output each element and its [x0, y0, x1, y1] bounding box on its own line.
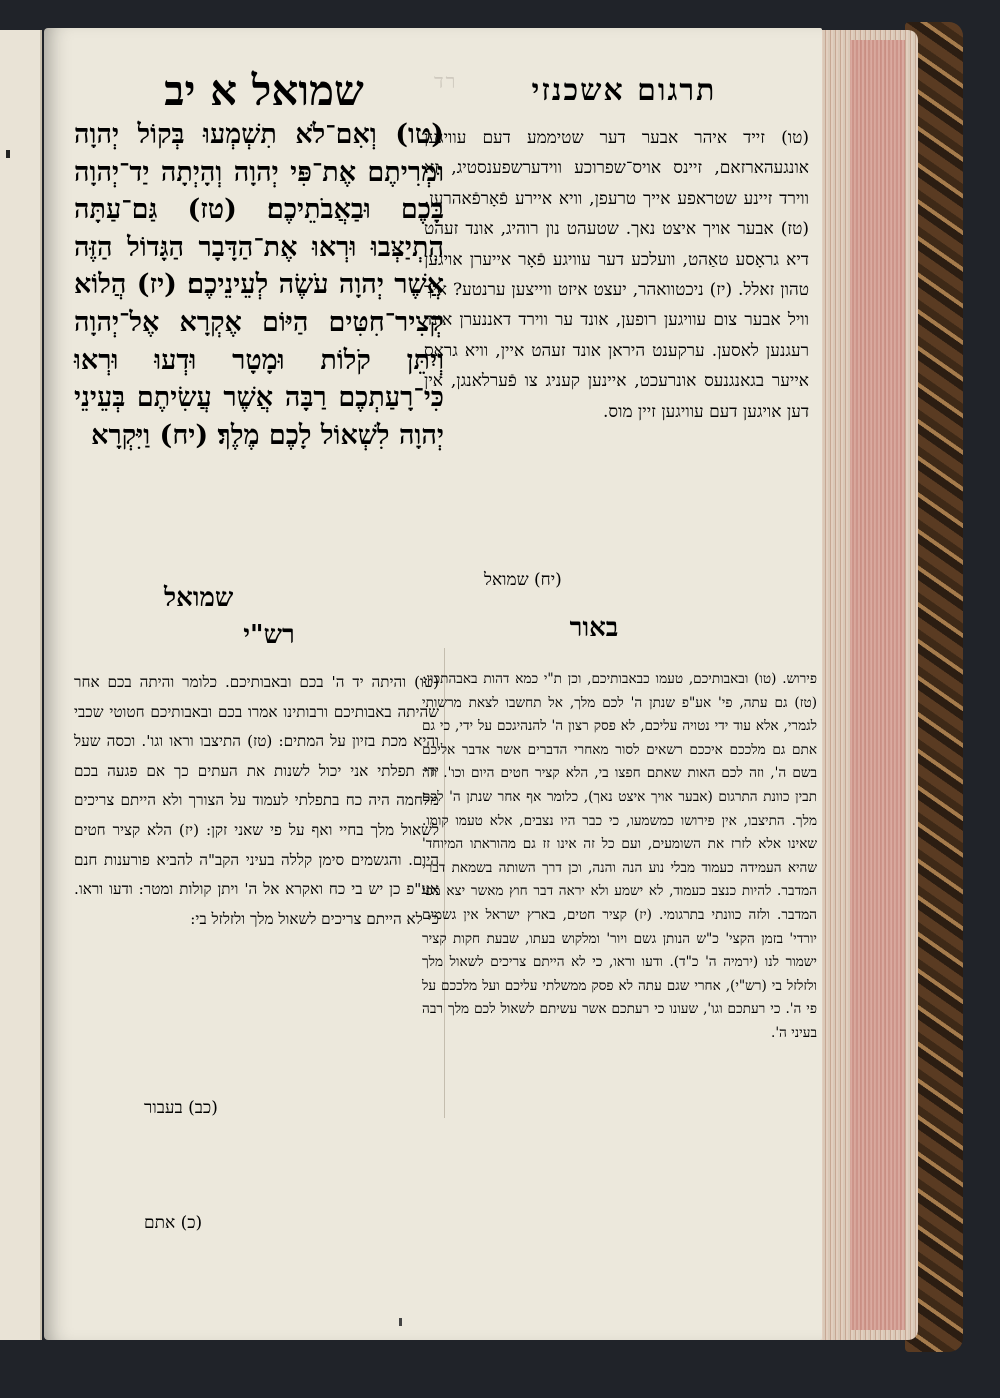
rashi-heading: רש"י	[243, 620, 295, 650]
header-bleedthrough: רד	[434, 69, 458, 93]
page-smudge-mark	[399, 1318, 402, 1326]
rashi-commentary: (טו) והיתה יד ה' בכם ובאבותיכם. כלומר והיתה בכם אחר שהיתה באבותיכם ורבותינו אמרו בכם ובאבותיכם חטוטי שכבי והיא מכת בזיון על המתים: (טז) התיצבו וראו וגו'. וכסה שעל ידי תפלתי אני יכול לשנות את העתים כך אם פגעה בכם מלחמה היה כח בתפלתי לעמוד על הצורך ולא הייתם צריכים לשאול מלך בחיי ואף על פי שאני זקן: (יז) הלא קציר חטים היום. והגשמים סימן קללה בעיני הקב"ה להביא פורענות חנם אע"פ כן יש בי כח ואקרא אל ה' ויתן קולות ומטר: ודעו וראו. כי לא הייתם צריכים לשאול מלך ולזלזל בי:	[74, 673, 439, 928]
beur-catchword: (כ) אתם	[144, 1213, 203, 1233]
book-page	[44, 28, 822, 1340]
facing-page-edge	[0, 30, 42, 1340]
facing-page-mark	[6, 150, 10, 158]
beur-commentary: פירוש. (טו) ובאבותיכם, טעמו כבאבותיכם, וכן ת"י כמא דהות באבהתכון: (טז) גם עתה, פי' אע"פ שנתן ה' לכם מלך, אל תחשבו לצאת מרשותי לגמרי, אלא עוד ידי נטויה עליכם, לא פסק רצון ה' להנהיגכם על ידי, כי גם אתם גם מלככם איככם רשאים לסור מאחרי הדברים אשר אדבר אליכם בשם ה', וזה לכם האות שאתם חפצו בי, הלא קציר חטים היום וכו'. וזה תבין כוונת התרגום (אבער אויך איצט נאך), כלומר אף אחר שנתן ה' לכם מלך. התיצבו, אין פירושו כמשמעו, כי כבר היו נצבים, אלא טעמו קומו. שאינו אלא לזרז את השומעים, ועם כל זה אינו זז גם מהוראתו המיוחד' שהיא העמידה כעמוד מבלי נוע הנה והנה, וכן דרך השותה בשמאת דברי המדבר. להיות כנצב כעמוד, לא ישמע ולא יראה דבר חוץ מאשר יצא מפי המדבר. ולזה כוונתי בתרגומי. (יז) קציר חטים, בארץ ישראל אין גשמים יורדי' בזמן הקצי' כ"ש הנותן גשם ויור' ומלקוש בעתו, שבעת חקות קציר ישמור לנו (ירמיה ה' כ"ד). ודעו וראו, כי לא הייתם צריכים לשאול מלך ולזלזל בי (רש"י), אחרי שגם עתה לא פסק ממשלתי עליכם ועל מלככם על פי ה'. כי רעתכם וגו', שעונו כי רעתכם אשר עשיתם לשאול לכם מלך רבה בעיני ה'.	[422, 671, 817, 1041]
bible-text-block: (טו) וְאִם־לֹא תִשְׁמְעוּ בְּקוֹל יְהוָה וּמְרִיתֶם אֶת־פִּי יְהוָה וְהָיְתָה יַד־יְהוָה בָּכֶם וּבַאֲבֹתֵיכֶם׃ (טז) גַּם־עַתָּה הִתְיַצְּבוּ וּרְאוּ אֶת־הַדָּבָר הַגָּדוֹל הַזֶּה אֲשֶׁר יְהוָה עֹשֶׂה לְעֵינֵיכֶם׃ (יז) הֲלוֹא קְצִיר־חִטִּים הַיּוֹם אֶקְרָא אֶל־יְהוָה וְיִתֵּן קֹלוֹת וּמָטָר וּדְעוּ וּרְאוּ כִּי־רָעַתְכֶם רַבָּה אֲשֶׁר עֲשִׂיתֶם בְּעֵינֵי יְהוָה לִשְׁאוֹל לָכֶם מֶלֶךְ׃ (יח) וַיִּקְרָא	[74, 119, 444, 451]
beur-heading: באור	[569, 613, 619, 643]
header-book-chapter: שמואל א יב	[164, 66, 364, 115]
targum-text-block: (טו) זייד איהר אבער דער שטיממע דעם עוויגען אונגעהארזאם, זיינס אויס־שפרוכע ווידערשפענסטיג, זא ווירד זיינע שטראפע אייך טרעפן, וויא איירע פֿאָרפֿאהרען. (טז) אבער אויך איצט נאך. שטעהט נון רוהיג, אונד זעהט דיא גראָסע טאַהט, וועלכע דער עוויגע פֿאָר אייערן אויגען טהון זאלל. (יז) ניכטוואהר, יעצט איזט ווייצען ערנטע? איך וויל אבער צום עוויגען רופען, אונד ער ווירד דאננערן אונד רעגנען לאסען. ערקענט היראן אונד זעהט איין, וויא גראס אייער בגאנגנעס אונרעכט, איינען קעניג צו פֿערלאנגן, אין דען אויגען דעם עוויגען זיין מוס.	[424, 128, 809, 422]
rashi-catchword: (כב) בעבור	[144, 1098, 218, 1118]
targum-catchword: (יח) שמואל	[484, 570, 562, 590]
header-targum-title	[434, 69, 774, 108]
bible-catchword: שמואל	[164, 583, 234, 613]
header-right-text: תרגום אשכנזי	[531, 73, 717, 108]
page-fore-edge-tint	[850, 40, 905, 1330]
